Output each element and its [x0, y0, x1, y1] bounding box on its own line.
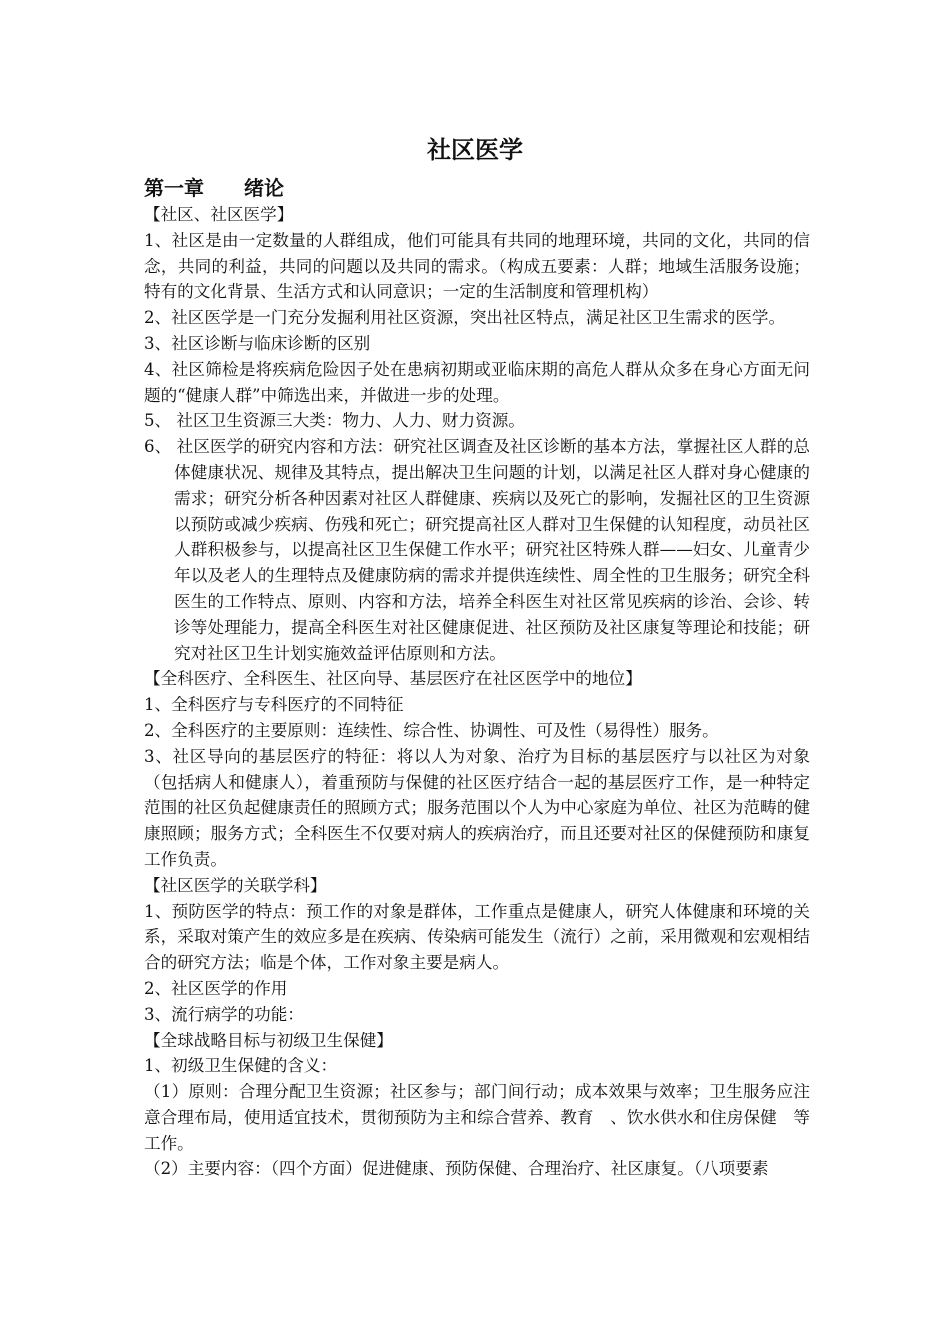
- section-heading-general-practice: 【全科医疗、全科医生、社区向导、基层医疗在社区医学中的地位】: [144, 669, 642, 689]
- section-heading-primary-health-care: 【全球战略目标与初级卫生保健】: [144, 1030, 393, 1050]
- paragraph-phc-principles: （1）原则：合理分配卫生资源；社区参与；部门间行动；成本效果与效率；卫生服务应注意合理布局，使用适宜技术，贯彻预防为主和综合营养、教育 、饮水供水和住房保健 等工作。: [144, 1082, 810, 1153]
- document-body: [144, 174, 810, 1182]
- paragraph-community-definition: 1、社区是由一定数量的人群组成，他们可能具有共同的地理环境，共同的文化，共同的信念，共同的利益，共同的问题以及共同的需求。（构成五要素：人群；地域生活服务设施；特有的文化背景、生活方式和认同意识；一定的生活制度和管理机构）: [144, 230, 810, 302]
- paragraph-gp-vs-specialist: 1、全科医疗与专科医疗的不同特征: [144, 695, 404, 715]
- paragraph-diagnosis-difference: 3、社区诊断与临床诊断的区别: [144, 333, 371, 353]
- paragraph-phc-content: （2）主要内容：（四个方面）促进健康、预防保健、合理治疗、社区康复。（八项要素: [144, 1159, 769, 1179]
- paragraph-screening: 4、社区筛检是将疾病危险因子处在患病初期或亚临床期的高危人群从众多在身心方面无问题的“健康人群”中筛选出来，并做进一步的处理。: [144, 359, 810, 405]
- document-title: 社区医学: [427, 135, 523, 164]
- chapter-name: 绪论: [244, 176, 284, 200]
- paragraph-copc-features: 3、社区导向的基层医疗的特征：将以人为对象、治疗为目标的基层医疗与以社区为对象（包括病人和健康人），着重预防与保健的社区医疗结合一起的基层医疗工作，是一种特定范围的社区负起健康责任的照顾方式；服务范围以个人为中心家庭为单位、社区为范畴的健康照顾；服务方式；全科医生不仅要对病人的疾病治疗，而且还要对社区的保健预防和康复工作负责。: [144, 746, 810, 869]
- paragraph-community-medicine-definition: 2、社区医学是一门充分发掘利用社区资源，突出社区特点，满足社区卫生需求的医学。: [144, 308, 786, 328]
- paragraph-gp-principles: 2、全科医疗的主要原则：连续性、综合性、协调性、可及性（易得性）服务。: [144, 720, 719, 740]
- section-heading-related-disciplines: 【社区医学的关联学科】: [144, 875, 327, 895]
- chapter-heading: [144, 174, 810, 202]
- paragraph-preventive-medicine: 1、预防医学的特点：预工作的对象是群体，工作重点是健康人，研究人体健康和环境的关系，采取对策产生的效应多是在疾病、传染病可能发生（流行）之前，采用微观和宏观相结合的研究方法；临是个体，工作对象主要是病人。: [144, 901, 810, 973]
- section-heading-community: 【社区、社区医学】: [144, 205, 294, 224]
- paragraph-community-medicine-role: 2、社区医学的作用: [144, 978, 288, 998]
- chapter-number: 第一章: [144, 176, 204, 200]
- paragraph-phc-meaning: 1、初级卫生保健的含义：: [144, 1056, 338, 1076]
- paragraph-epidemiology-function: 3、流行病学的功能：: [144, 1004, 304, 1024]
- paragraph-research-content: 6、 社区医学的研究内容和方法：研究社区调查及社区诊断的基本方法，掌握社区人群的总体健康状况、规律及其特点，提出解决卫生问题的计划，以满足社区人群对身心健康的需求；研究分析各种因素对社区人群健康、疾病以及死亡的影响，发掘社区的卫生资源以预防或减少疾病、伤残和死亡；研究提高社区人群对卫生保健的认知程度，动员社区人群积极参与，以提高社区卫生保健工作水平；研究社区特殊人群——妇女、儿童青少年以及老人的生理特点及健康防病的需求并提供连续性、周全性的卫生服务；研究全科医生的工作特点、原则、内容和方法，培养全科医生对社区常见疾病的诊治、会诊、转诊等处理能力，提高全科医生对社区健康促进、社区预防及社区康复等理论和技能；研究对社区卫生计划实施效益评估原则和方法。: [144, 437, 810, 663]
- paragraph-health-resources: 5、 社区卫生资源三大类：物力、人力、财力资源。: [144, 411, 525, 431]
